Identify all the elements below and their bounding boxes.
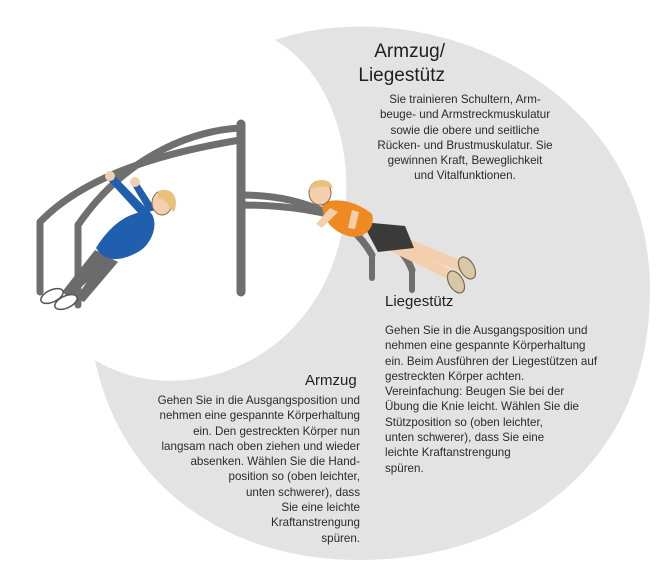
- intro-text: [360, 92, 570, 184]
- liegestuetz-line: Übung die Knie leicht. Wählen Sie die: [385, 400, 579, 414]
- liegestuetz-line: leichte Kraftanstrengung: [385, 446, 511, 460]
- armzug-line: Kraftanstrengung: [271, 516, 360, 530]
- armzug-heading: Armzug: [305, 372, 357, 389]
- intro-line: gewinnen Kraft, Beweglichkeit: [387, 154, 543, 168]
- armzug-line: nehmen eine gespannte Körperhaltung: [159, 409, 360, 423]
- liegestuetz-line: unten schwerer), dass Sie eine: [385, 431, 545, 445]
- liegestuetz-line: Stützposition so (oben leichter,: [385, 415, 543, 429]
- armzug-line: absenken. Wählen Sie die Hand-: [190, 455, 360, 469]
- liegestuetz-line: ein. Beim Ausführen der Liegestützen auf: [385, 354, 598, 368]
- armzug-line: Gehen Sie in die Ausgangsposition und: [157, 394, 360, 407]
- armzug-line: ein. Den gestreckten Körper nun: [193, 424, 360, 438]
- liegestuetz-line: nehmen eine gespannte Körperhaltung: [385, 339, 586, 353]
- armzug-line: langsam nach oben ziehen und wieder: [161, 439, 360, 453]
- intro-line: beuge- und Armstreckmuskulatur: [379, 108, 551, 122]
- title-line: Liegestütz: [358, 65, 445, 86]
- liegestuetz-text: [385, 323, 625, 476]
- armzug-text: [130, 393, 360, 546]
- intro-line: und Vitalfunktionen.: [414, 169, 516, 183]
- intro-line: sowie die obere und seitliche: [390, 123, 540, 137]
- armzug-line: position so (oben leichter,: [228, 470, 360, 484]
- armzug-line: spüren.: [321, 531, 360, 545]
- page-title: [330, 40, 445, 88]
- liegestuetz-line: spüren.: [385, 461, 424, 475]
- liegestuetz-line: Vereinfachung: Beugen Sie bei der: [385, 385, 565, 399]
- armzug-line: Sie eine leichte: [281, 501, 360, 515]
- liegestuetz-line: gestreckten Körper achten.: [385, 369, 525, 383]
- intro-line: Sie trainieren Schultern, Arm-: [389, 93, 541, 106]
- armzug-line: unten schwerer), dass: [245, 485, 360, 499]
- liegestuetz-line: Gehen Sie in die Ausgangsposition und: [385, 324, 588, 337]
- liegestuetz-heading: Liegestütz: [385, 293, 454, 310]
- intro-line: Rücken- und Brustmuskulatur. Sie: [377, 138, 553, 152]
- title-line: Armzug/: [374, 41, 445, 62]
